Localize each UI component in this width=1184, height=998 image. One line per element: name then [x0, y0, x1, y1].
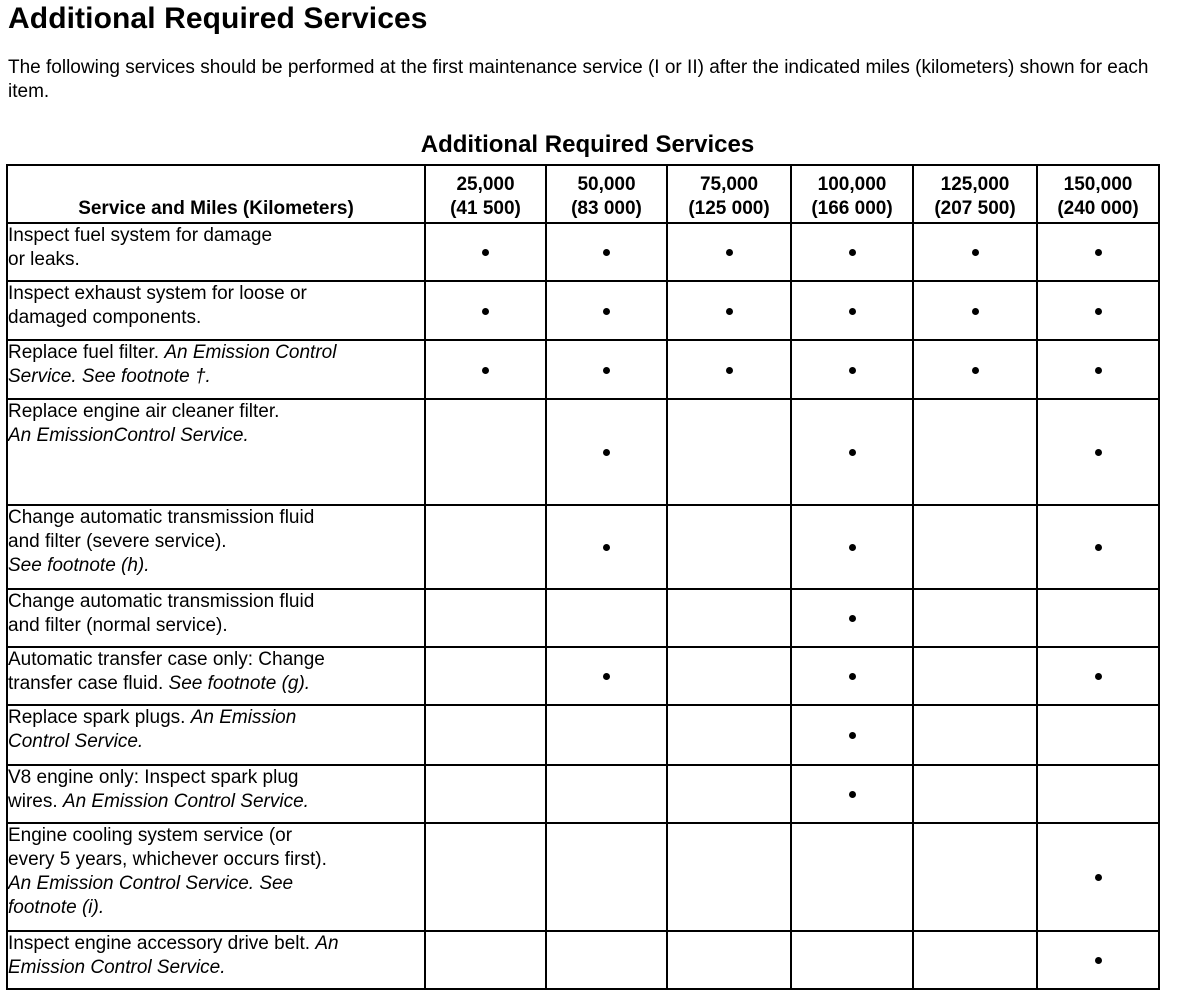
interval-header	[913, 165, 1037, 223]
interval-cell	[667, 399, 791, 505]
interval-miles: 125,000	[940, 174, 1010, 195]
interval-header	[667, 165, 791, 223]
table-row	[7, 340, 1159, 399]
interval-cell	[667, 589, 791, 647]
interval-km: (166 000)	[811, 198, 893, 219]
interval-cell	[425, 823, 546, 931]
interval-miles: 25,000	[456, 174, 515, 195]
required-dot-icon	[849, 449, 856, 456]
interval-cell	[425, 705, 546, 765]
service-text: Replace fuel filter.	[8, 342, 165, 363]
interval-cell	[913, 705, 1037, 765]
interval-cell	[546, 223, 667, 281]
required-dot-icon	[603, 367, 610, 374]
interval-header	[425, 165, 546, 223]
interval-cell	[791, 399, 913, 505]
required-dot-icon	[849, 673, 856, 680]
header-row	[7, 165, 1159, 223]
interval-cell	[425, 340, 546, 399]
required-dot-icon	[1095, 449, 1102, 456]
interval-cell	[425, 931, 546, 989]
required-dot-icon	[726, 367, 733, 374]
service-text: Change automatic transmission fluid and filter (normal service).	[8, 591, 315, 636]
interval-header	[546, 165, 667, 223]
service-note: An EmissionControl Service.	[8, 425, 249, 446]
interval-miles: 150,000	[1063, 174, 1133, 195]
service-description	[7, 705, 425, 765]
table-row	[7, 705, 1159, 765]
required-dot-icon	[603, 449, 610, 456]
required-dot-icon	[849, 732, 856, 739]
required-dot-icon	[849, 791, 856, 798]
interval-cell	[425, 589, 546, 647]
required-dot-icon	[603, 544, 610, 551]
required-dot-icon	[726, 308, 733, 315]
interval-km: (125 000)	[688, 198, 770, 219]
services-table	[6, 164, 1160, 990]
interval-cell	[913, 281, 1037, 340]
required-dot-icon	[482, 308, 489, 315]
interval-cell	[913, 223, 1037, 281]
service-text: Engine cooling system service (or every 5 years, whichever occurs first).	[8, 825, 327, 870]
service-note: An Emission Control Service.	[8, 933, 339, 978]
intro-paragraph: The following services should be performed at the first maintenance service (I or II) after the indicated miles (kilometers) shown for each item.	[8, 57, 1149, 102]
interval-cell	[667, 705, 791, 765]
service-description	[7, 281, 425, 340]
service-note: An Emission Control Service.	[8, 707, 297, 752]
interval-cell	[546, 647, 667, 705]
service-note: An Emission Control Service. See footnote †.	[8, 342, 337, 387]
required-dot-icon	[1095, 308, 1102, 315]
interval-cell	[667, 765, 791, 823]
interval-cell	[1037, 589, 1159, 647]
required-dot-icon	[1095, 673, 1102, 680]
interval-miles: 75,000	[699, 174, 759, 195]
interval-header	[1037, 165, 1159, 223]
required-dot-icon	[603, 673, 610, 680]
interval-cell	[791, 765, 913, 823]
interval-cell	[791, 505, 913, 589]
table-row	[7, 823, 1159, 931]
interval-cell	[1037, 931, 1159, 989]
interval-miles: 100,000	[817, 174, 887, 195]
interval-cell	[1037, 281, 1159, 340]
service-description	[7, 223, 425, 281]
interval-cell	[425, 223, 546, 281]
interval-cell	[546, 281, 667, 340]
required-dot-icon	[972, 308, 979, 315]
interval-cell	[791, 705, 913, 765]
table-row	[7, 281, 1159, 340]
interval-cell	[667, 505, 791, 589]
service-description	[7, 399, 425, 505]
service-text: V8 engine only: Inspect spark plug wires.	[8, 767, 299, 812]
required-dot-icon	[1095, 957, 1102, 964]
interval-cell	[546, 399, 667, 505]
interval-km: (240 000)	[1057, 198, 1139, 219]
interval-cell	[667, 223, 791, 281]
required-dot-icon	[972, 367, 979, 374]
service-description	[7, 647, 425, 705]
service-note: An Emission Control Service. See footnote (i).	[8, 873, 294, 918]
required-dot-icon	[726, 249, 733, 256]
interval-cell	[913, 505, 1037, 589]
required-dot-icon	[849, 308, 856, 315]
required-dot-icon	[849, 249, 856, 256]
interval-km: (41 500)	[450, 198, 521, 219]
interval-cell	[913, 399, 1037, 505]
interval-cell	[667, 340, 791, 399]
interval-cell	[791, 340, 913, 399]
interval-km: (83 000)	[571, 198, 642, 219]
interval-cell	[546, 765, 667, 823]
service-column-header: Service and Miles (Kilometers)	[7, 165, 425, 223]
interval-cell	[791, 823, 913, 931]
interval-cell	[1037, 705, 1159, 765]
service-description	[7, 765, 425, 823]
table-row	[7, 589, 1159, 647]
service-note: An Emission Control Service.	[62, 791, 309, 812]
interval-cell	[913, 340, 1037, 399]
table-row	[7, 931, 1159, 989]
table-row	[7, 399, 1159, 505]
table-row	[7, 505, 1159, 589]
required-dot-icon	[603, 308, 610, 315]
interval-cell	[667, 823, 791, 931]
interval-cell	[546, 505, 667, 589]
interval-cell	[546, 340, 667, 399]
interval-cell	[425, 647, 546, 705]
interval-cell	[667, 931, 791, 989]
interval-cell	[791, 647, 913, 705]
interval-cell	[546, 931, 667, 989]
interval-cell	[791, 223, 913, 281]
interval-header	[791, 165, 913, 223]
interval-cell	[913, 589, 1037, 647]
interval-cell	[1037, 765, 1159, 823]
interval-cell	[1037, 340, 1159, 399]
interval-cell	[791, 281, 913, 340]
service-text: Automatic transfer case only: Change transfer case fluid.	[8, 649, 325, 694]
interval-cell	[425, 505, 546, 589]
interval-cell	[546, 589, 667, 647]
service-text: Replace engine air cleaner filter.	[8, 401, 280, 422]
required-dot-icon	[1095, 544, 1102, 551]
service-description	[7, 589, 425, 647]
table-caption: Additional Required Services	[420, 131, 755, 158]
interval-cell	[425, 281, 546, 340]
required-dot-icon	[603, 249, 610, 256]
interval-cell	[1037, 505, 1159, 589]
interval-km: (207 500)	[934, 198, 1016, 219]
interval-cell	[791, 931, 913, 989]
interval-cell	[425, 765, 546, 823]
interval-cell	[913, 765, 1037, 823]
service-text: Inspect exhaust system for loose or damaged components.	[8, 283, 307, 328]
service-text: Inspect engine accessory drive belt.	[8, 933, 316, 954]
interval-cell	[913, 823, 1037, 931]
interval-cell	[1037, 823, 1159, 931]
interval-cell	[667, 647, 791, 705]
required-dot-icon	[972, 249, 979, 256]
service-description	[7, 931, 425, 989]
interval-cell	[1037, 399, 1159, 505]
required-dot-icon	[1095, 249, 1102, 256]
required-dot-icon	[849, 544, 856, 551]
table-row	[7, 223, 1159, 281]
service-description	[7, 823, 425, 931]
interval-cell	[791, 589, 913, 647]
service-description	[7, 505, 425, 589]
required-dot-icon	[849, 615, 856, 622]
required-dot-icon	[482, 367, 489, 374]
interval-cell	[913, 931, 1037, 989]
service-note: See footnote (g).	[168, 673, 311, 694]
interval-cell	[1037, 223, 1159, 281]
required-dot-icon	[482, 249, 489, 256]
service-text: Replace spark plugs.	[8, 707, 191, 728]
interval-cell	[425, 399, 546, 505]
interval-cell	[667, 281, 791, 340]
required-dot-icon	[1095, 874, 1102, 881]
interval-miles: 50,000	[577, 174, 636, 195]
interval-cell	[913, 647, 1037, 705]
interval-cell	[546, 705, 667, 765]
service-description	[7, 340, 425, 399]
required-dot-icon	[1095, 367, 1102, 374]
table-row	[7, 765, 1159, 823]
table-row	[7, 647, 1159, 705]
service-text: Change automatic transmission fluid and filter (severe service).	[8, 507, 315, 552]
interval-cell	[546, 823, 667, 931]
service-text: Inspect fuel system for damage or leaks.	[8, 225, 273, 270]
page-title: Additional Required Services	[8, 2, 428, 35]
required-dot-icon	[849, 367, 856, 374]
service-note: See footnote (h).	[8, 555, 150, 576]
interval-cell	[1037, 647, 1159, 705]
